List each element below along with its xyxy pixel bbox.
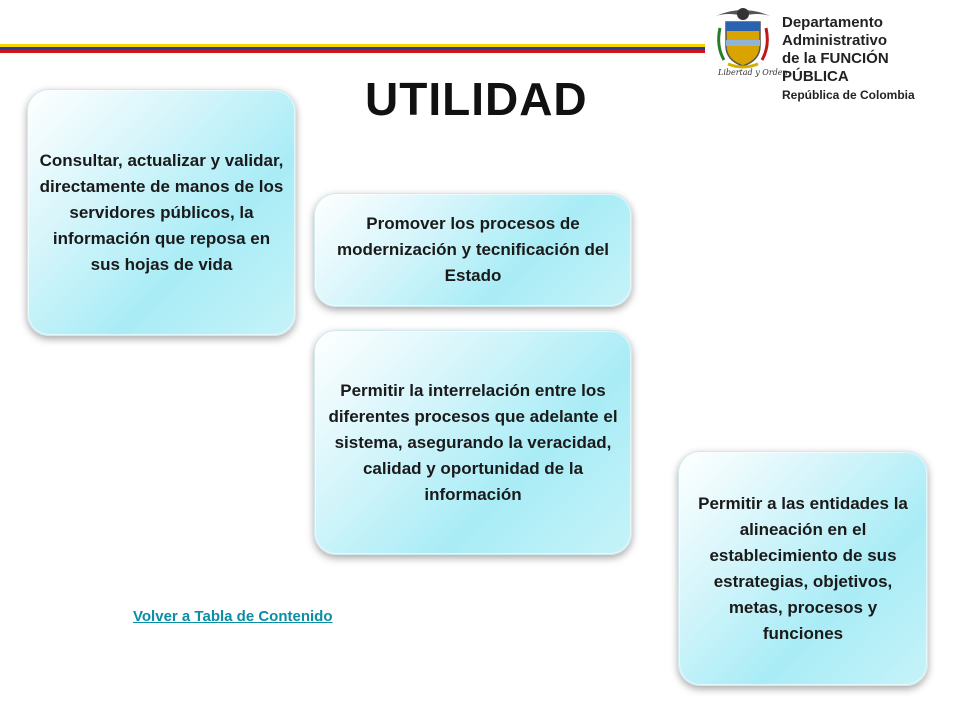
card-text: Permitir la interrelación entre los diferentes procesos que adelante el sistema, asegurando la veracidad, calidad y oportunidad de la información [328, 380, 618, 504]
organization-logo [712, 2, 952, 102]
org-line-3: República de Colombia [782, 88, 915, 102]
page-title: UTILIDAD [365, 73, 588, 125]
org-line-1: Departamento Administrativo [782, 14, 888, 49]
utility-card-interrelation [314, 330, 632, 555]
card-text: Consultar, actualizar y validar, directamente de manos de los servidores públicos, la información que reposa en sus hojas de vida [39, 150, 284, 274]
org-line-2: de la FUNCIÓN PÚBLICA [782, 50, 889, 85]
utility-card-consult [27, 89, 296, 336]
utility-card-alignment [678, 451, 928, 686]
back-to-contents-link[interactable]: Volver a Tabla de Contenido [133, 608, 333, 625]
utility-card-modernization [314, 193, 632, 307]
logo-motto: Libertad y Orden [718, 68, 788, 77]
card-text: Permitir a las entidades la alineación en el establecimiento de sus estrategias, objetivos, metas, procesos y funciones [698, 493, 908, 643]
organization-name [782, 14, 952, 104]
flag-stripe-red [0, 50, 705, 53]
card-text: Promover los procesos de modernización y tecnificación del Estado [336, 214, 610, 285]
